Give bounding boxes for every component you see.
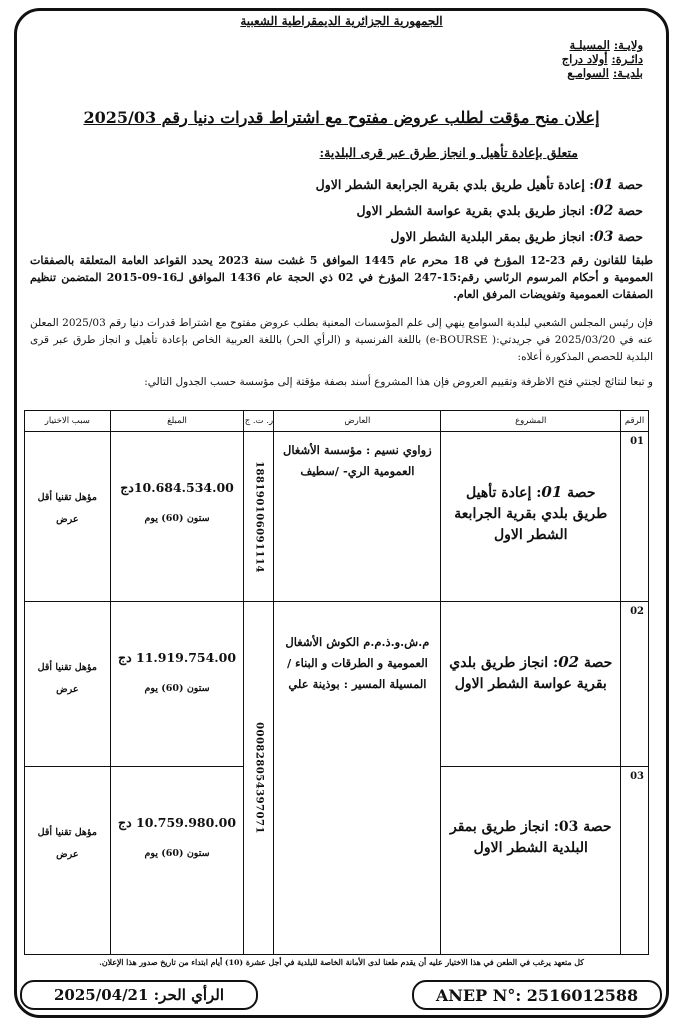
- lots-list: [316, 172, 643, 250]
- row-reason: مؤهل تقنيا أقل عرض: [25, 602, 111, 767]
- row-amount: 10.684.534.00دج ستون (60) يوم: [110, 432, 244, 602]
- row-tax-id: 188190106091114: [244, 432, 274, 602]
- intro-paragraph: فإن رئيس المجلس الشعبي لبلدية السوامع ينهي إلى علم المؤسسات المعنية بطلب عروض مفتوح مع اشتراط قدرات دنيا رقم 2025/03 المعلن عنه في 2025/03/20 في جريدتي:( e-BOURSE) باللغة الفرنسية و (الرأي الحر) باللغة العربية الخاص بإعادة تأهيل و انجاز طرق عبر قرى البلدية للحصص المذكورة أعلاه:: [30, 317, 653, 363]
- col-header-bidder: العارض: [274, 411, 441, 432]
- republic-header: الجمهورية الجزائرية الديمقراطية الشعبية: [240, 14, 443, 28]
- col-header-reason: سبب الاختيار: [25, 411, 111, 432]
- announcement-subject: متعلق بإعادة تأهيل و انجاز طرق عبر قرى البلدية:: [319, 145, 578, 160]
- row-project: حصة 01: إعادة تأهيل طريق بلدي بقرية الجرابعة الشطر الاول: [441, 432, 621, 602]
- row-number: 01: [621, 432, 649, 602]
- col-header-number: الرقم: [621, 411, 649, 432]
- lot-item: حصة 01: إعادة تأهيل طريق بلدي بقرية الجرابعة الشطر الاول: [315, 177, 643, 193]
- col-header-amount: المبلغ: [110, 411, 244, 432]
- row-bidder: زواوي نسيم : مؤسسة الأشغال العمومية الري- /سطيف: [274, 432, 441, 602]
- row-number: 03: [621, 767, 649, 955]
- award-table: [24, 410, 649, 955]
- commune-line: بلديـة: السوامـع: [567, 66, 643, 80]
- col-header-tax-id: ر. ت. ج: [244, 411, 274, 432]
- row-reason: مؤهل تقنيا أقل عرض: [25, 767, 111, 955]
- table-row: [25, 602, 649, 767]
- result-paragraph: و تبعا لنتائج لجنتي فتح الاظرفة وتقييم العروض فإن هذا المشروع أسند بصفة مؤقتة إلى مؤسسة حسب الجدول التالي:: [144, 376, 653, 388]
- row-bidder: م.ش.و.ذ.م.م الكوش الأشغال العمومية و الطرقات و البناء /المسيلة المسير : بوذينة علي: [274, 602, 441, 955]
- administration-block: [562, 38, 643, 80]
- row-number: 02: [621, 602, 649, 767]
- lot-item: حصة 03: انجاز طريق بمقر البلدية الشطر الاول: [390, 229, 643, 245]
- col-header-project: المشروع: [441, 411, 621, 432]
- row-amount: 10.759.980.00 دج ستون (60) يوم: [110, 767, 244, 955]
- wilaya-line: ولايـة: المسيلـة: [569, 38, 643, 52]
- row-amount: 11.919.754.00 دج ستون (60) يوم: [110, 602, 244, 767]
- appeal-footnote: كل متعهد يرغب في الطعن في هذا الاختيار عليه أن يقدم طعنا لدى الأمانة الخاصة للبلدية في أجل عشرة (10) أيام ابتداء من تاريخ صدور هذا الإعلان.: [99, 958, 584, 967]
- row-project: حصة 03: انجاز طريق بمقر البلدية الشطر الاول: [441, 767, 621, 955]
- anep-badge: ANEP N°: 2516012588: [412, 980, 662, 1010]
- row-tax-id: 000828054397071: [244, 602, 274, 955]
- legal-basis-paragraph: طبقا للقانون رقم 23-12 المؤرخ في 18 محرم عام 1445 الموافق 5 غشت سنة 2023 يحدد القواعد العامة المتعلقة بالصفقات العمومية و أحكام المرسوم الرئاسي رقم:15-247 المؤرخ في 02 ذي الحجة عام 1436 الموافق لـ16-09-2015 المتضمن تنظيم الصفقات العمومية وتفويضات المرفق العام.: [30, 254, 654, 301]
- lot-item: حصة 02: انجاز طريق بلدي بقرية عواسة الشطر الاول: [356, 203, 643, 219]
- table-header-row: [25, 411, 649, 432]
- row-project: حصة 02: انجاز طريق بلدي بقرية عواسة الشطر الاول: [441, 602, 621, 767]
- newspaper-badge: الرأي الحر: 2025/04/21: [20, 980, 258, 1010]
- announcement-title: إعلان منح مؤقت لطلب عروض مفتوح مع اشتراط قدرات دنيا رقم 2025/03: [83, 108, 600, 127]
- daira-line: دائـرة: أولاد دراج: [561, 52, 643, 66]
- table-row: [25, 432, 649, 602]
- row-reason: مؤهل تقنيا أقل عرض: [25, 432, 111, 602]
